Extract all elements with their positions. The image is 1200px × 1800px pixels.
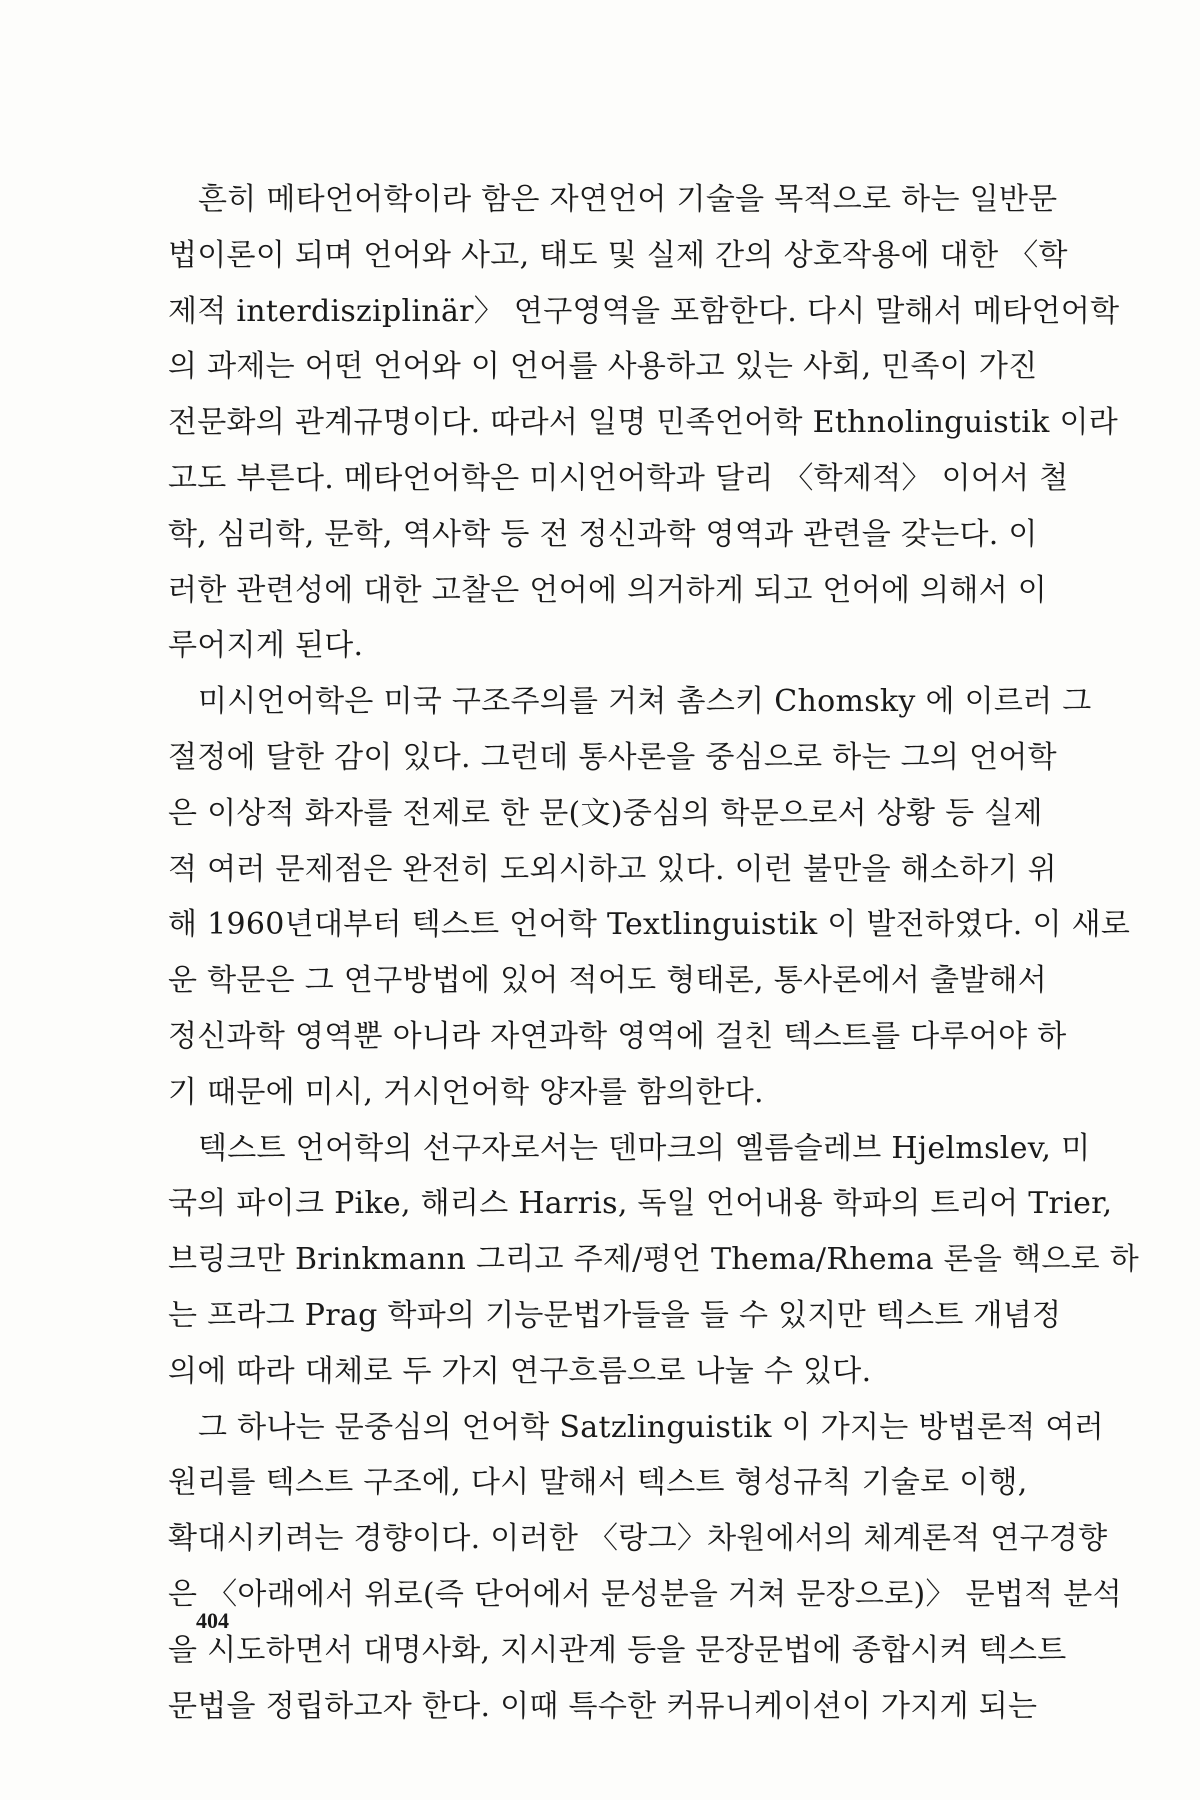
text-line: 고도 부른다. 메타언어학은 미시언어학과 달리 〈학제적〉 이어서 철: [168, 460, 1069, 496]
text-line: 은 이상적 화자를 전제로 한 문(文)중심의 학문으로서 상황 등 실제: [168, 795, 1043, 831]
text-line: 는 프라그 Prag 학파의 기능문법가들을 들 수 있지만 텍스트 개념정: [168, 1297, 1062, 1333]
text-line: 기 때문에 미시, 거시언어학 양자를 함의한다.: [168, 1074, 764, 1110]
text-line: 그 하나는 문중심의 언어학 Satzlinguistik 이 가지는 방법론적 여러: [198, 1409, 1104, 1445]
text-line: 의에 따라 대체로 두 가지 연구흐름으로 나눌 수 있다.: [168, 1353, 872, 1389]
body-text: [168, 172, 1139, 1734]
text-line: 루어지게 된다.: [168, 628, 364, 664]
text-line: 텍스트 언어학의 선구자로서는 덴마크의 옐름슬레브 Hjelmslev, 미: [198, 1130, 1091, 1166]
text-line: 제적 interdisziplinär〉 연구영역을 포함한다. 다시 말해서 메타언어학: [168, 293, 1120, 329]
text-line: 확대시키려는 경향이다. 이러한 〈랑그〉차원에서의 체계론적 연구경향: [168, 1521, 1108, 1557]
text-line: 미시언어학은 미국 구조주의를 거쳐 촘스키 Chomsky 에 이르러 그: [198, 684, 1092, 720]
paragraph: [168, 674, 1131, 1120]
paragraph: [168, 1400, 1122, 1735]
page-number: 404: [196, 1608, 229, 1633]
text-line: 국의 파이크 Pike, 해리스 Harris, 독일 언어내용 학파의 트리어 Trier,: [168, 1186, 1113, 1222]
text-line: 의 과제는 어떤 언어와 이 언어를 사용하고 있는 사회, 민족이 가진: [168, 349, 1038, 385]
text-line: 원리를 텍스트 구조에, 다시 말해서 텍스트 형성규칙 기술로 이행,: [168, 1465, 1028, 1501]
text-line: 문법을 정립하고자 한다. 이때 특수한 커뮤니케이션이 가지게 되는: [168, 1688, 1038, 1724]
text-line: 러한 관련성에 대한 고찰은 언어에 의거하게 되고 언어에 의해서 이: [168, 572, 1048, 608]
text-line: 정신과학 영역뿐 아니라 자연과학 영역에 걸친 텍스트를 다루어야 하: [168, 1018, 1067, 1054]
text-line: 흔히 메타언어학이라 함은 자연언어 기술을 목적으로 하는 일반문: [198, 182, 1058, 217]
paragraph: [168, 1121, 1139, 1400]
text-line: 해 1960년대부터 텍스트 언어학 Textlinguistik 이 발전하였다. 이 새로: [168, 907, 1131, 943]
text-line: 전문화의 관계규명이다. 따라서 일명 민족언어학 Ethnolinguistik 이라: [168, 405, 1119, 441]
text-line: 브링크만 Brinkmann 그리고 주제/평언 Thema/Rhema 론을 핵으로 하: [168, 1242, 1139, 1278]
text-line: 은 〈아래에서 위로(즉 단어에서 문성분을 거쳐 문장으로)〉 문법적 분석: [168, 1576, 1122, 1612]
text-line: 절정에 달한 감이 있다. 그런데 통사론을 중심으로 하는 그의 언어학: [168, 739, 1057, 775]
text-line: 적 여러 문제점은 완전히 도외시하고 있다. 이런 불만을 해소하기 위: [168, 851, 1057, 887]
text-line: 학, 심리학, 문학, 역사학 등 전 정신과학 영역과 관련을 갖는다. 이: [168, 516, 1038, 552]
text-line: 법이론이 되며 언어와 사고, 태도 및 실제 간의 상호작용에 대한 〈학: [168, 237, 1068, 273]
text-line: 을 시도하면서 대명사화, 지시관계 등을 문장문법에 종합시켜 텍스트: [168, 1632, 1067, 1668]
text-line: 운 학문은 그 연구방법에 있어 적어도 형태론, 통사론에서 출발해서: [168, 963, 1048, 999]
paragraph: [168, 172, 1120, 674]
